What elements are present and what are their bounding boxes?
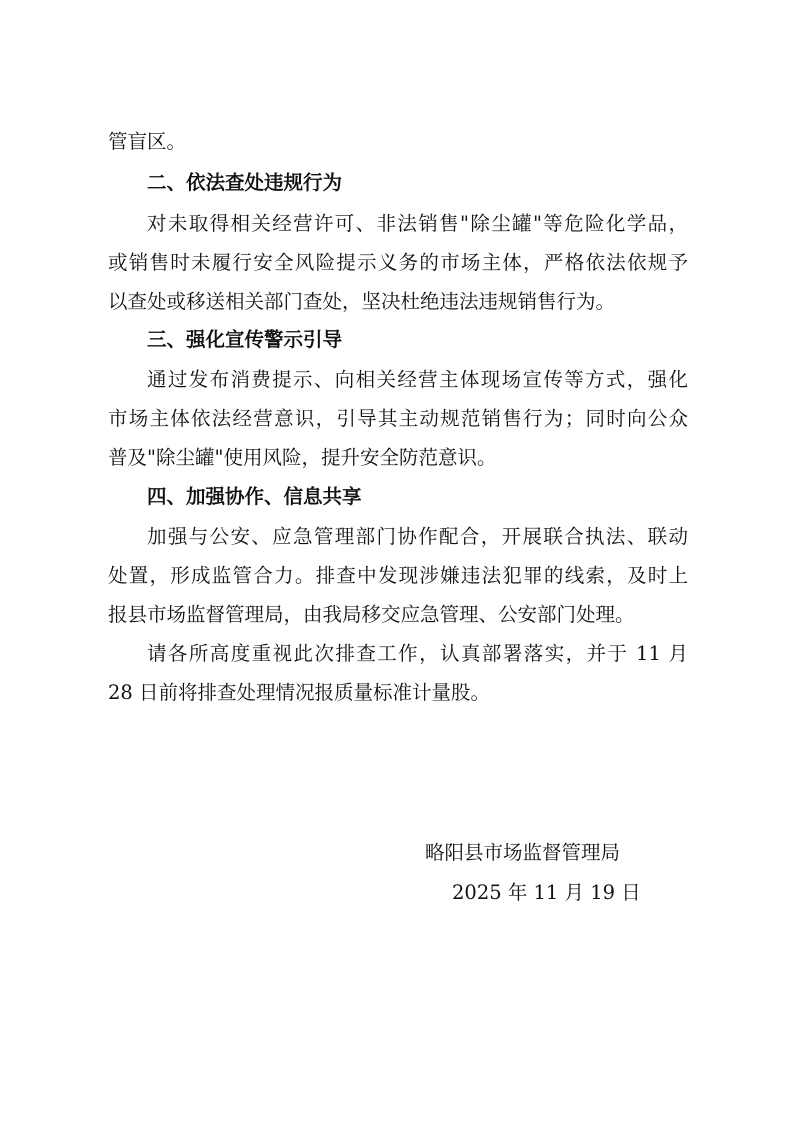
paragraph-line: 请各所高度重视此次排查工作，认真部署落实，并于 11 月 <box>147 642 688 665</box>
signature-date: 2025 年 11 月 19 日 <box>452 881 641 904</box>
paragraph-line: 处置，形成监管合力。排查中发现涉嫌违法犯罪的线索，及时上 <box>108 564 688 587</box>
section-heading-3: 三、强化宣传警示引导 <box>147 328 343 351</box>
paragraph-line: 28 日前将排查处理情况报质量标准计量股。 <box>108 681 491 704</box>
paragraph-line: 加强与公安、应急管理部门协作配合，开展联合执法、联动 <box>147 525 688 548</box>
section-heading-2: 二、依法查处违规行为 <box>147 171 343 194</box>
paragraph-line: 对未取得相关经营许可、非法销售"除尘罐"等危险化学品， <box>147 212 688 235</box>
paragraph-line: 报县市场监督管理局，由我局移交应急管理、公安部门处理。 <box>108 603 635 626</box>
signature-organization: 略阳县市场监督管理局 <box>425 841 621 864</box>
paragraph-continuation: 管盲区。 <box>108 130 187 153</box>
paragraph-line: 普及"除尘罐"使用风险，提升安全防范意识。 <box>108 446 497 469</box>
paragraph-line: 通过发布消费提示、向相关经营主体现场宣传等方式，强化 <box>147 368 688 391</box>
section-heading-4: 四、加强协作、信息共享 <box>147 485 362 508</box>
paragraph-line: 或销售时未履行安全风险提示义务的市场主体，严格依法依规予 <box>108 251 688 274</box>
paragraph-line: 以查处或移送相关部门查处，坚决杜绝违法违规销售行为。 <box>108 290 616 313</box>
paragraph-line: 市场主体依法经营意识，引导其主动规范销售行为；同时向公众 <box>108 407 688 430</box>
